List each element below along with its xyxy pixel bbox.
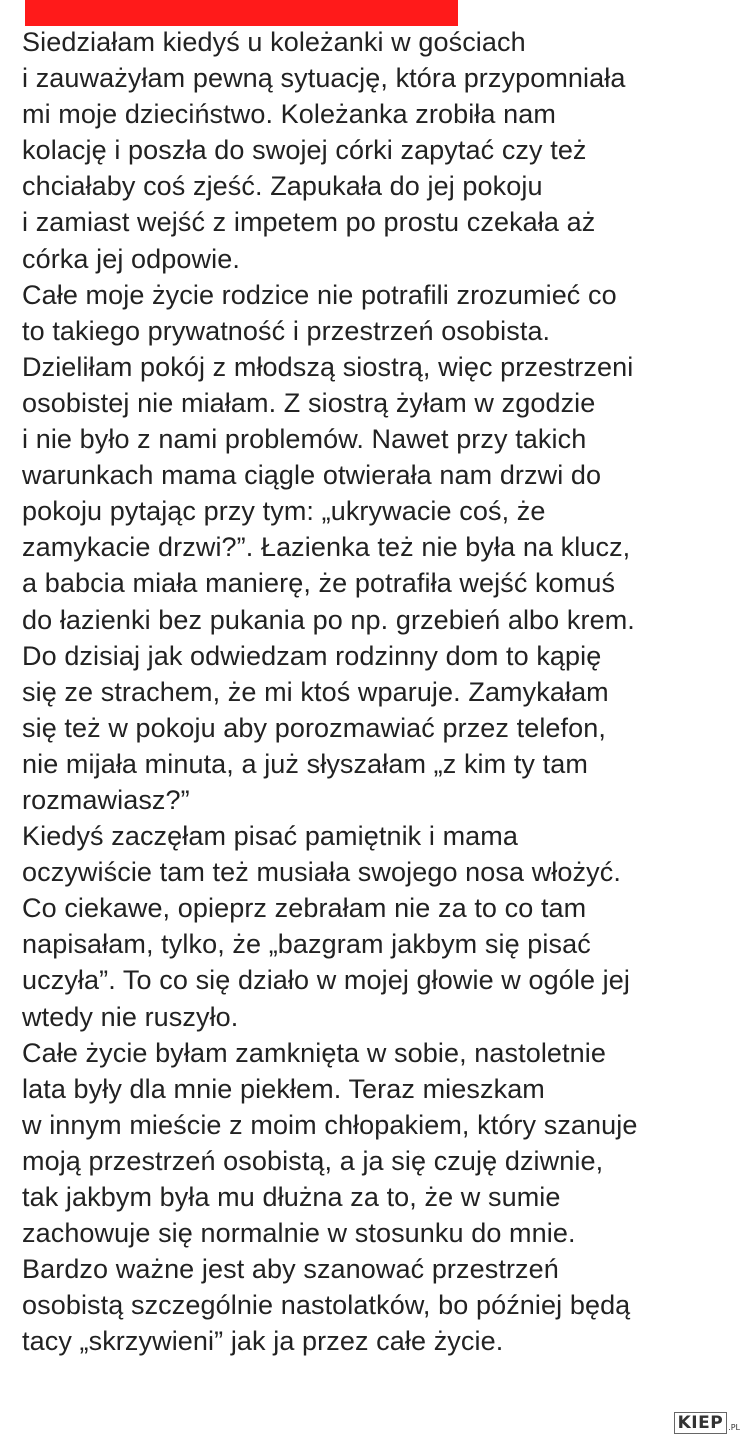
text-line: oczywiście tam też musiała swojego nosa włożyć.	[22, 857, 621, 888]
text-line: się też w pokoju aby porozmawiać przez telefon,	[22, 712, 606, 743]
text-line: się ze strachem, że mi ktoś wparuje. Zamykałam	[22, 676, 609, 707]
text-line: i zauważyłam pewną sytuację, która przypomniała	[22, 63, 626, 94]
kiep-watermark-logo	[674, 1412, 740, 1434]
text-line: zachowuje się normalnie w stosunku do mnie.	[22, 1218, 576, 1249]
text-line: uczyła”. To co się działo w mojej głowie w ogóle jej	[22, 965, 630, 996]
text-line: w innym mieście z moim chłopakiem, który szanuje	[22, 1109, 638, 1140]
text-line: Kiedyś zaczęłam pisać pamiętnik i mama	[22, 821, 518, 852]
text-line: mi moje dzieciństwo. Koleżanka zrobiła nam	[22, 99, 556, 130]
text-line: do łazienki bez pukania po np. grzebień albo krem.	[22, 604, 635, 635]
story-text	[22, 24, 742, 1359]
text-line: rozmawiasz?”	[22, 784, 190, 815]
text-line: napisałam, tylko, że „bazgram jakbym się pisać	[22, 929, 591, 960]
watermark-sub: .PL	[728, 1423, 740, 1432]
text-line: i nie było z nami problemów. Nawet przy takich	[22, 424, 587, 455]
text-line: kolację i poszła do swojej córki zapytać czy też	[22, 135, 587, 166]
text-line: córka jej odpowie.	[22, 243, 240, 274]
text-line: nie mijała minuta, a już słyszałam „z kim ty tam	[22, 748, 588, 779]
text-line: lata były dla mnie piekłem. Teraz mieszkam	[22, 1073, 545, 1104]
watermark-main: KIEP	[674, 1412, 728, 1434]
text-line: i zamiast wejść z impetem po prostu czekała aż	[22, 207, 596, 238]
text-line: Do dzisiaj jak odwiedzam rodzinny dom to kąpię	[22, 640, 602, 671]
text-line: to takiego prywatność i przestrzeń osobista.	[22, 315, 551, 346]
text-line: wtedy nie ruszyło.	[22, 1001, 239, 1032]
text-line: chciałaby coś zjeść. Zapukała do jej pokoju	[22, 171, 543, 202]
text-line: Co ciekawe, opieprz zebrałam nie za to co tam	[22, 893, 587, 924]
text-line: a babcia miała manierę, że potrafiła wejść komuś	[22, 568, 616, 599]
text-line: osobistą szczególnie nastolatków, bo później będą	[22, 1290, 631, 1321]
text-line: pokoju pytając przy tym: „ukrywacie coś, że	[22, 496, 546, 527]
text-line: warunkach mama ciągle otwierała nam drzwi do	[22, 460, 602, 491]
text-line: tacy „skrzywieni” jak ja przez całe życie.	[22, 1326, 504, 1357]
text-line: moją przestrzeń osobistą, a ja się czuję dziwnie,	[22, 1145, 604, 1176]
text-line: zamykacie drzwi?”. Łazienka też nie była na klucz,	[22, 532, 631, 563]
text-line: Siedziałam kiedyś u koleżanki w gościach	[22, 27, 526, 57]
text-line: Dzieliłam pokój z młodszą siostrą, więc przestrzeni	[22, 351, 634, 382]
text-line: Całe moje życie rodzice nie potrafili zrozumieć co	[22, 279, 617, 310]
text-line: Bardzo ważne jest aby szanować przestrzeń	[22, 1254, 559, 1285]
header-red-bar	[25, 0, 458, 26]
text-line: Całe życie byłam zamknięta w sobie, nastoletnie	[22, 1037, 606, 1068]
text-line: tak jakbym była mu dłużna za to, że w sumie	[22, 1182, 561, 1212]
text-line: osobistej nie miałam. Z siostrą żyłam w zgodzie	[22, 387, 596, 418]
